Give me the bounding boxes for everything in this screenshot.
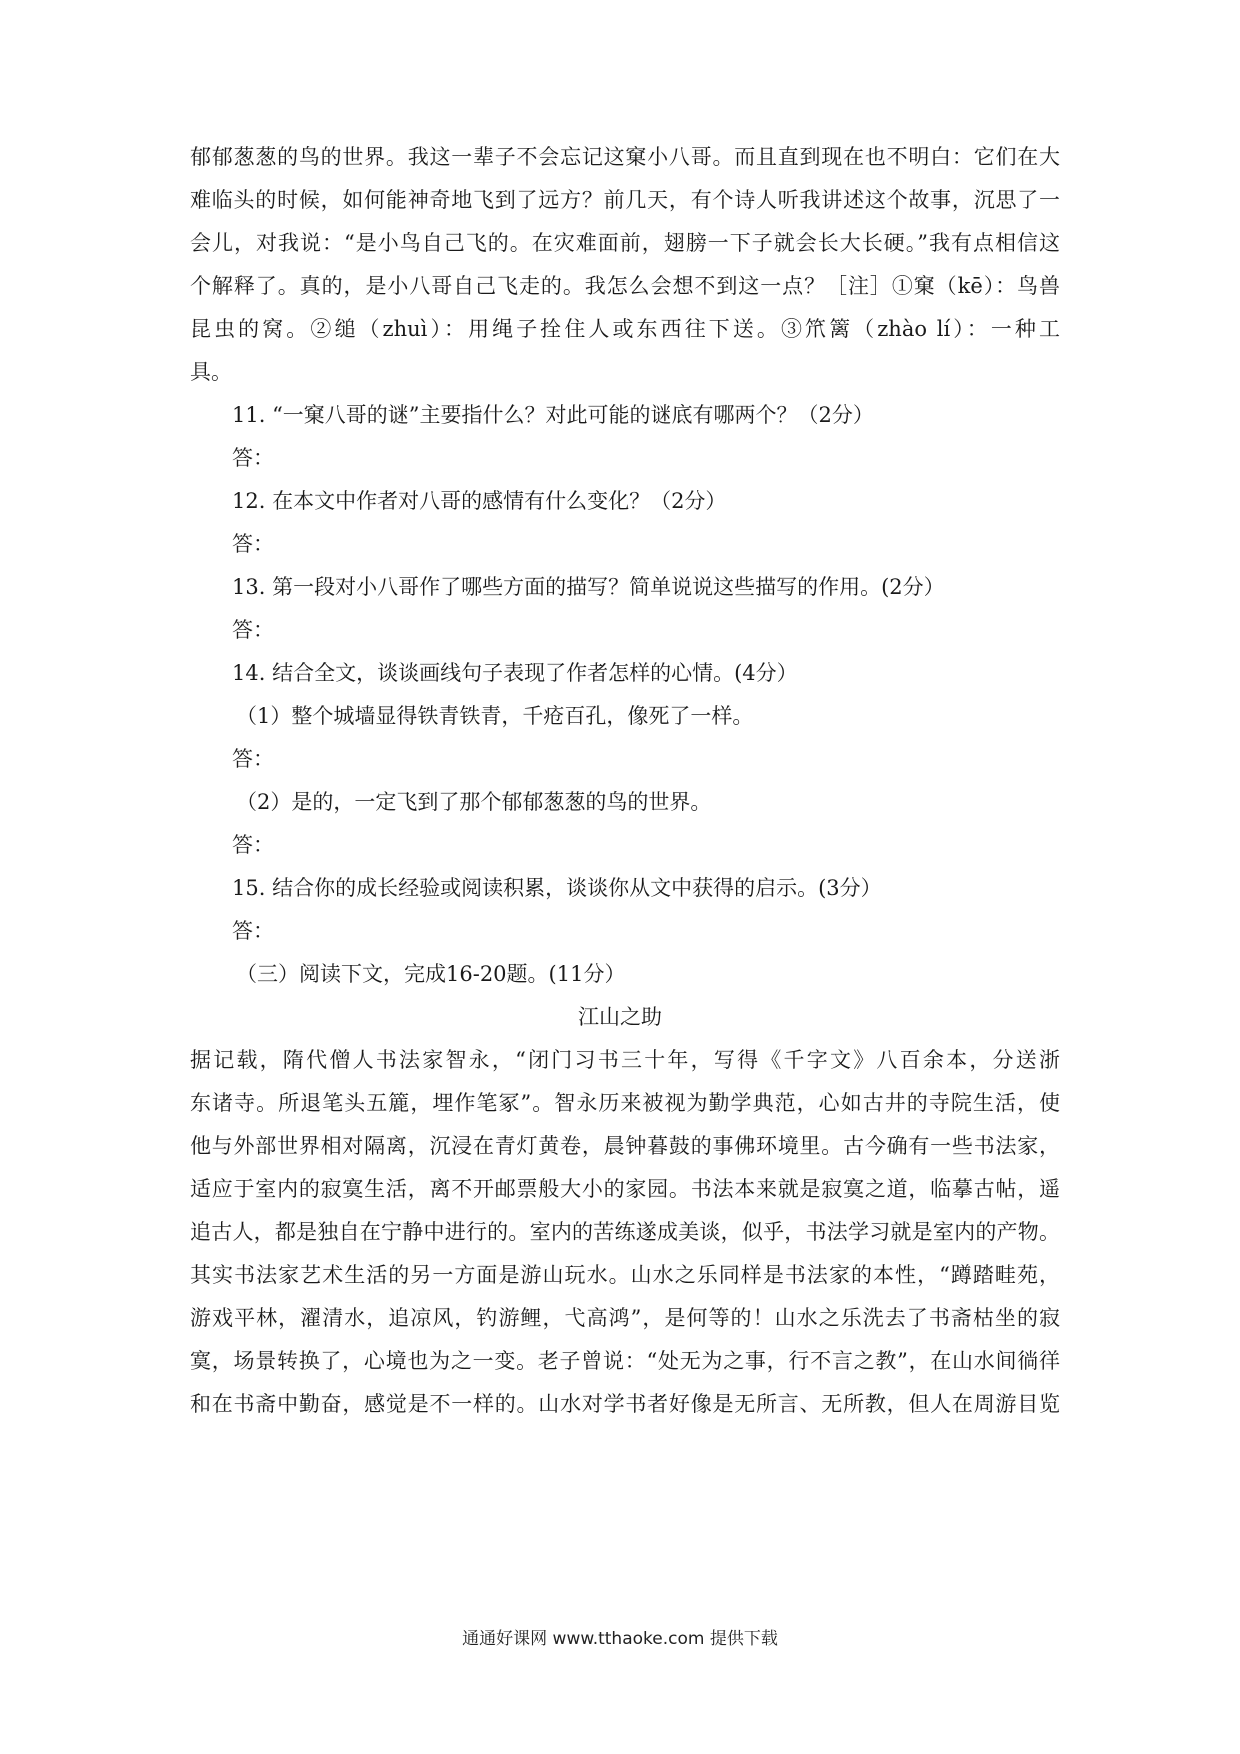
passage-line: 个解释了。真的，是小八哥自己飞走的。我怎么会想不到这一点？［注］①窠（kē）：鸟兽	[190, 274, 1060, 298]
passage-line: 难临头的时候，如何能神奇地飞到了远方？前几天，有个诗人听我讲述这个故事，沉思了一	[190, 188, 1060, 212]
article-line: 和在书斋中勤奋，感觉是不一样的。山水对学书者好像是无所言、无所教，但人在周游目览	[190, 1392, 1060, 1416]
article-line: 东诸寺。所退笔头五簏，埋作笔冢”。智永历来被视为勤学典范，心如古井的寺院生活，使	[190, 1091, 1060, 1115]
answer-label: 答：	[232, 747, 274, 771]
question-11: 11. “一窠八哥的谜”主要指什么？对此可能的谜底有哪两个？（2分）	[232, 403, 874, 427]
answer-label: 答：	[232, 532, 274, 556]
passage-line: 具。	[190, 360, 232, 384]
article-title: 江山之助	[578, 1005, 662, 1029]
question-13: 13. 第一段对小八哥作了哪些方面的描写？简单说说这些描写的作用。(2分）	[232, 575, 945, 599]
section-heading: （三）阅读下文，完成16-20题。(11分）	[236, 962, 626, 986]
question-14: 14. 结合全文，谈谈画线句子表现了作者怎样的心情。(4分）	[232, 661, 798, 685]
question-14-part-2: （2）是的，一定飞到了那个郁郁葱葱的鸟的世界。	[236, 790, 712, 814]
article-line: 追古人，都是独自在宁静中进行的。室内的苦练遂成美谈，似乎，书法学习就是室内的产物。	[190, 1220, 1060, 1244]
question-14-part-1: （1）整个城墙显得铁青铁青，千疮百孔，像死了一样。	[236, 704, 754, 728]
answer-label: 答：	[232, 833, 274, 857]
question-12: 12. 在本文中作者对八哥的感情有什么变化？（2分）	[232, 489, 727, 513]
article-line: 其实书法家艺术生活的另一方面是游山玩水。山水之乐同样是书法家的本性，“蹲踏畦苑，	[190, 1263, 1060, 1287]
article-line: 游戏平林，濯清水，追凉风，钓游鲤，弋高鸿”，是何等的！山水之乐洗去了书斋枯坐的寂	[190, 1306, 1060, 1330]
passage-line: 昆虫的窝。②缒（zhuì）：用绳子拴住人或东西往下送。③笊篱（zhào lí）：一种工	[190, 317, 1060, 341]
passage-line: 郁郁葱葱的鸟的世界。我这一辈子不会忘记这窠小八哥。而且直到现在也不明白：它们在大	[190, 145, 1060, 169]
article-line: 他与外部世界相对隔离，沉浸在青灯黄卷，晨钟暮鼓的事佛环境里。古今确有一些书法家，	[190, 1134, 1060, 1158]
page-footer: 通通好课网 www.tthaoke.com 提供下载	[462, 1629, 778, 1649]
answer-label: 答：	[232, 919, 274, 943]
passage-line: 会儿，对我说：“是小鸟自己飞的。在灾难面前，翅膀一下子就会长大长硬。”我有点相信这	[190, 231, 1060, 255]
answer-label: 答：	[232, 618, 274, 642]
answer-label: 答：	[232, 446, 274, 470]
article-line: 适应于室内的寂寞生活，离不开邮票般大小的家园。书法本来就是寂寞之道，临摹古帖，遥	[190, 1177, 1060, 1201]
article-line: 寞，场景转换了，心境也为之一变。老子曾说：“处无为之事，行不言之教”，在山水间徜徉	[190, 1349, 1060, 1373]
question-15: 15. 结合你的成长经验或阅读积累，谈谈你从文中获得的启示。(3分）	[232, 876, 882, 900]
article-line: 据记载，隋代僧人书法家智永，“闭门习书三十年，写得《千字文》八百余本，分送浙	[190, 1048, 1060, 1072]
